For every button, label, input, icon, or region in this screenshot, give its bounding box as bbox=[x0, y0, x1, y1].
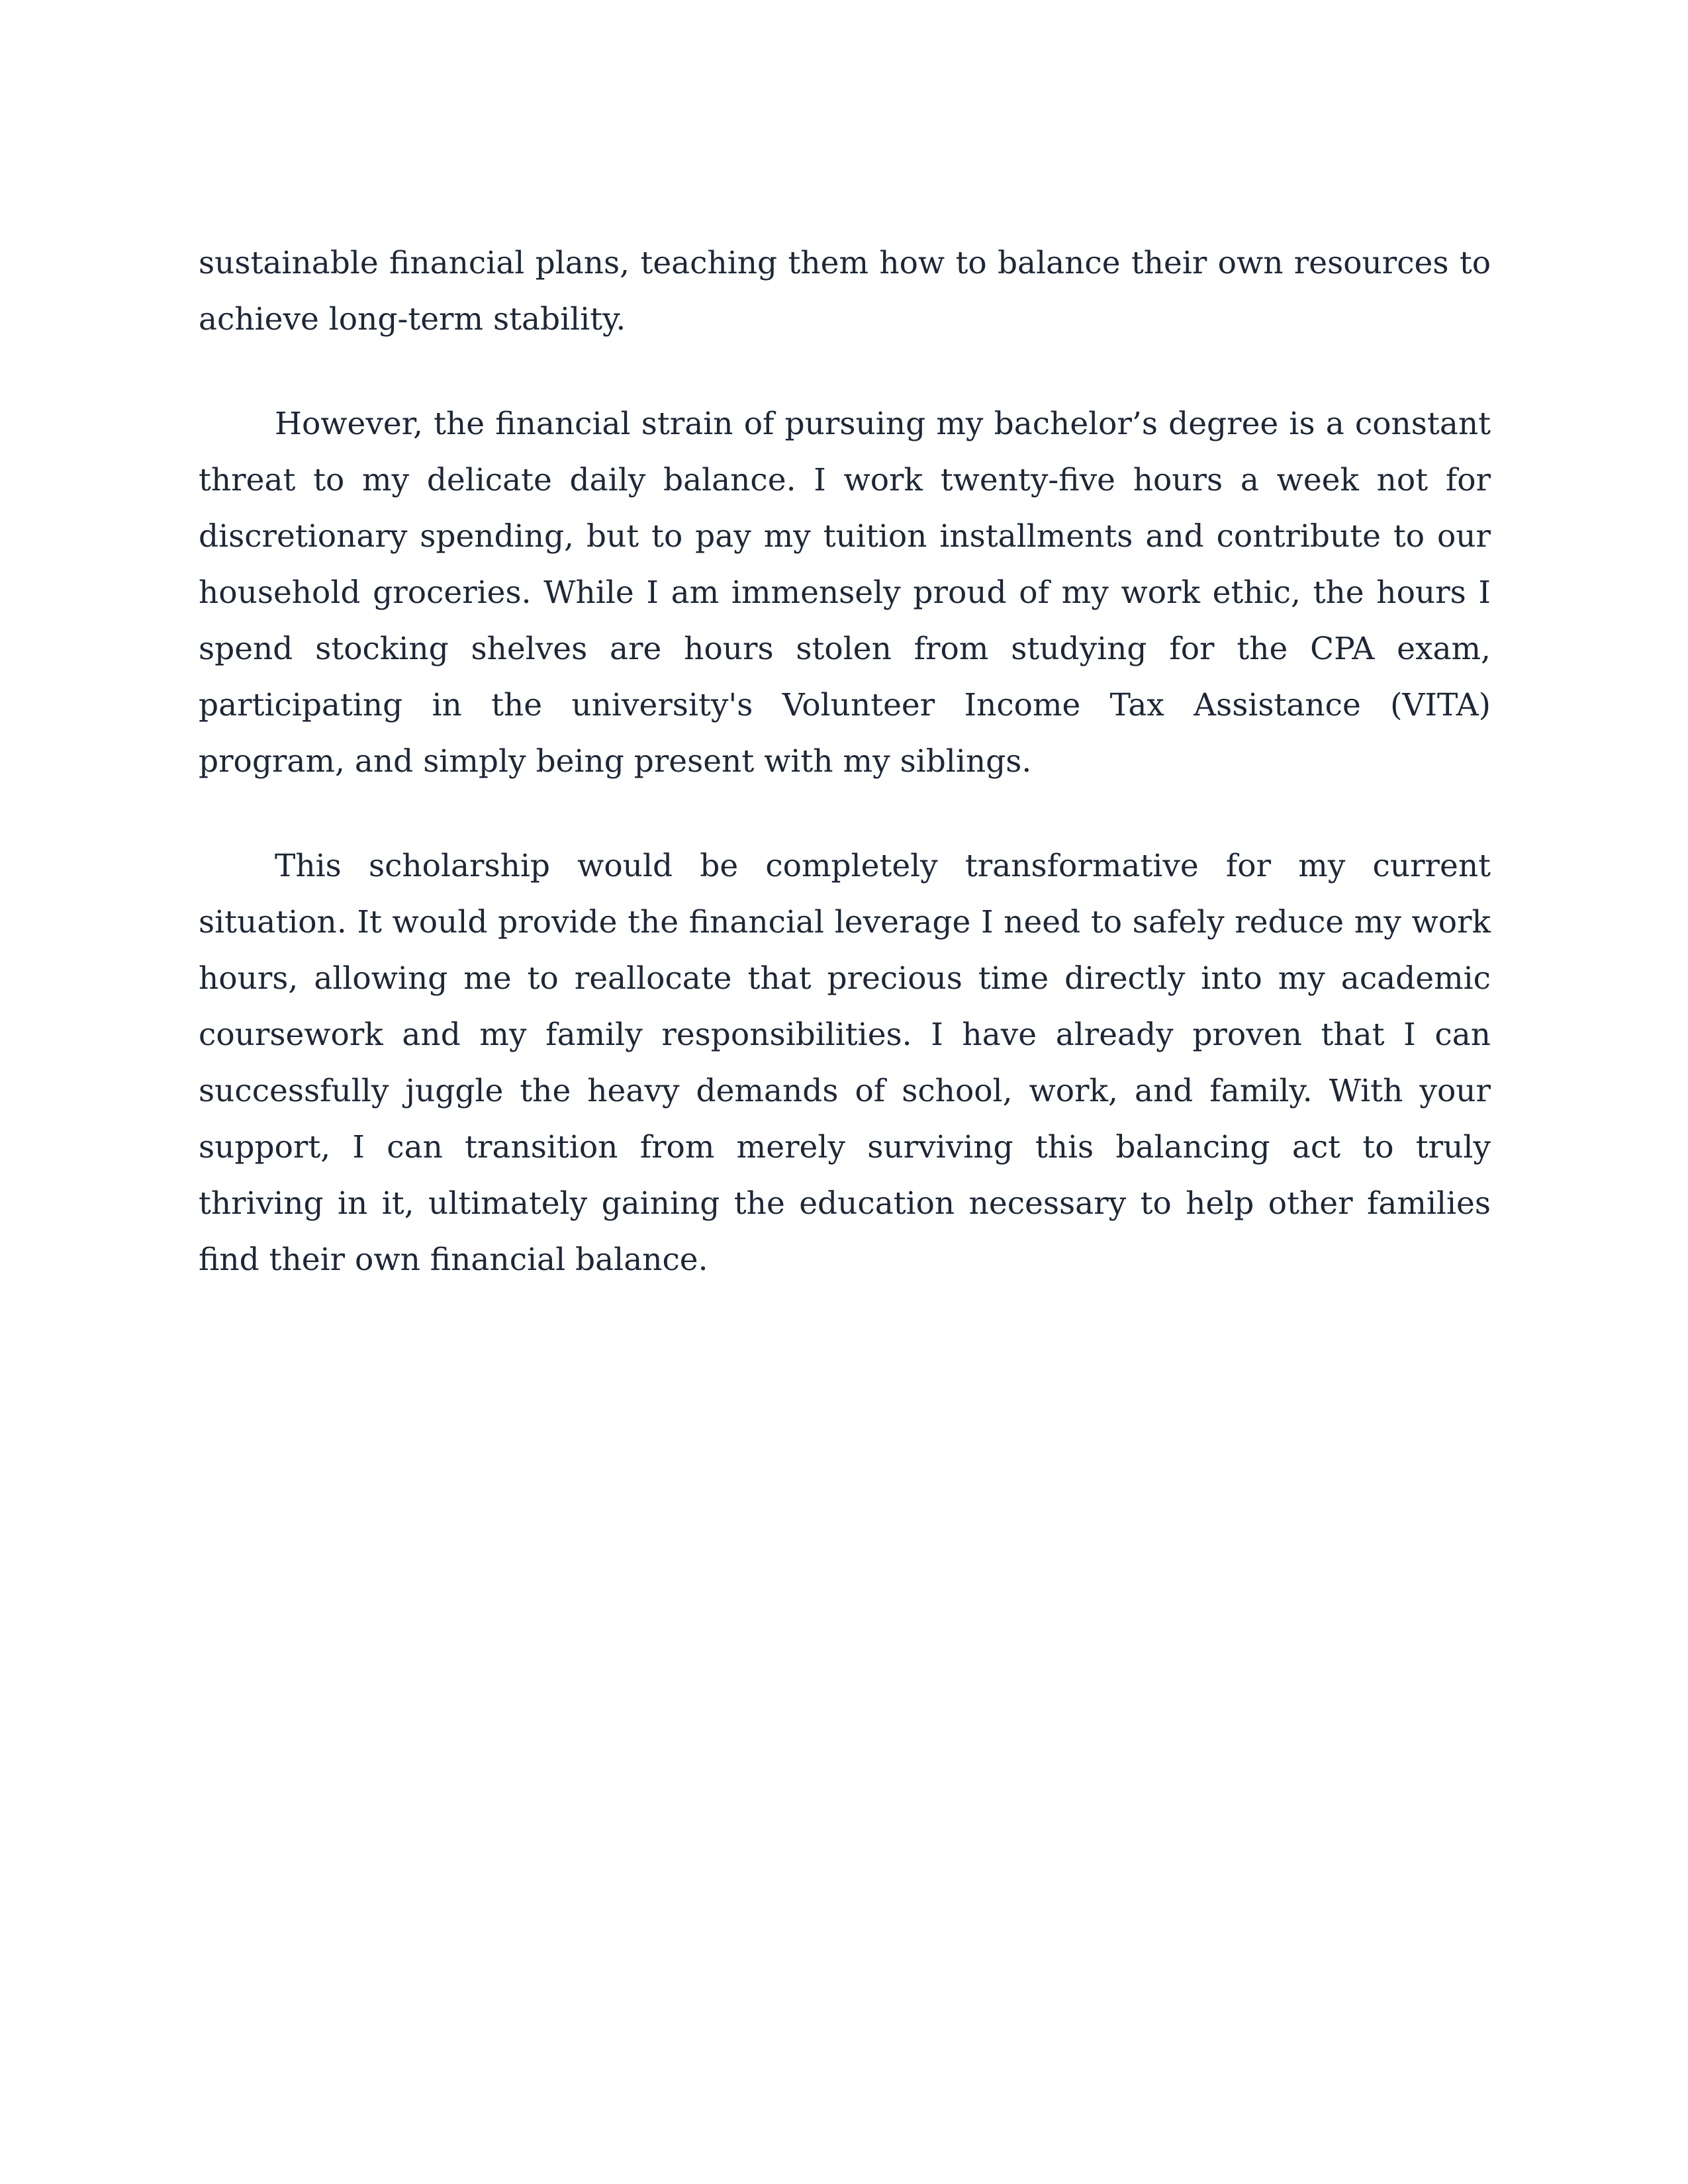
essay-body bbox=[199, 235, 1491, 1336]
paragraph-financial-strain: However, the financial strain of pursuing my bachelor’s degree is a constant threat to my delicate daily balance. I work twenty-five hours a week not for discretionary spending, but to pay my tuition installments and contribute to our household groceries. While I am immensely proud of my work ethic, the hours I spend stocking shelves are hours stolen from studying for the CPA exam, participating in the university's Volunteer Income Tax Assistance (VITA) program, and simply being present with my siblings. bbox=[199, 406, 1491, 780]
paragraph-continuation: sustainable financial plans, teaching them how to balance their own resources to achieve long-term stability. bbox=[199, 245, 1491, 338]
paragraph-scholarship-impact: This scholarship would be completely transformative for my current situation. It would provide the financial leverage I need to safely reduce my work hours, allowing me to reallocate that precious time directly into my academic coursework and my family responsibilities. I have already proven that I can successfully juggle the heavy demands of school, work, and family. With your support, I can transition from merely surviving this balancing act to truly thriving in it, ultimately gaining the education necessary to help other families find their own financial balance. bbox=[199, 848, 1491, 1278]
